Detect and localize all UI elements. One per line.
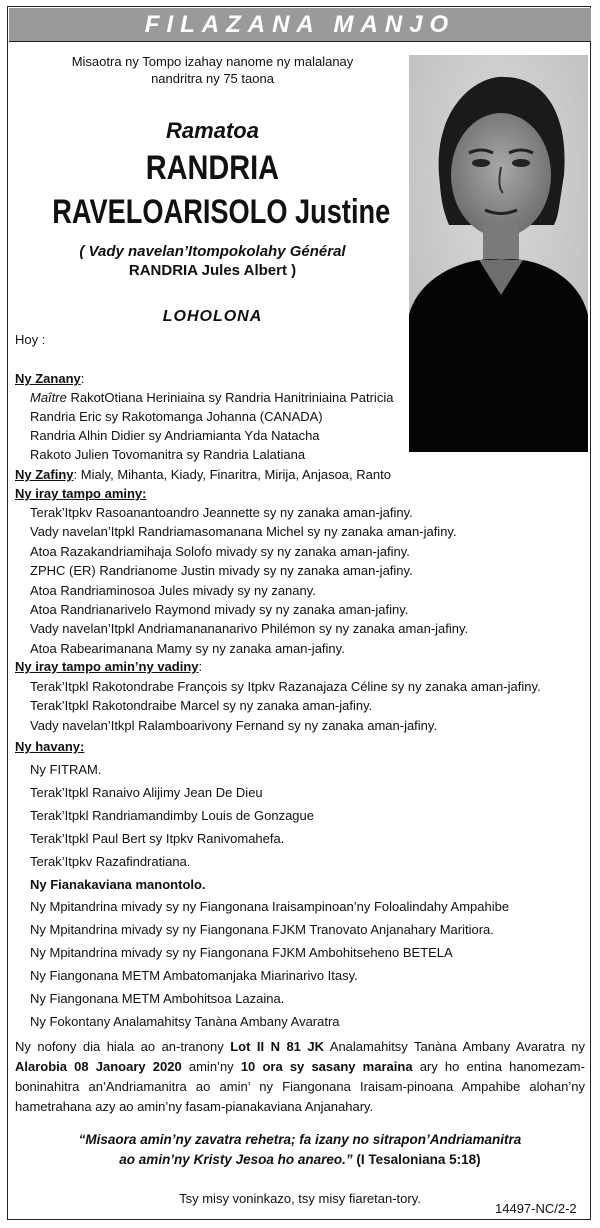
iray-tampo-vadiny-item: Vady navelan’Itkpl Ralamboarivony Fernand sy ny zanaka aman-jafiny. [30, 717, 438, 733]
zanany-item-prefix: Maître [30, 390, 67, 405]
havany-item: Ny FITRAM. [30, 762, 102, 777]
havany-item: Ny Mpitandrina mivady sy ny Fiangonana FJKM Ambohitseheno BETELA [30, 945, 453, 961]
iray-tampo-vadiny-heading [15, 657, 202, 677]
zafiny-text: : Mialy, Mihanta, Kiady, Finaritra, Mirija, Anjasoa, Ranto [73, 467, 391, 482]
zanany-heading-text: Ny Zanany [15, 371, 81, 386]
iray-tampo-vadiny-item: Terak’Itpkl Rakotondrabe François sy Itpkv Razanajaza Céline sy ny zanaka aman-jafiny. [30, 679, 541, 694]
intro-line-1: Misaotra ny Tompo izahay nanome ny malalanay [71, 54, 354, 69]
iray-tampo-item: Vady navelan’Itpkl Randriamasomanana Michel sy ny zanaka aman-jafiny. [30, 524, 457, 540]
havany-item: Terak’Itpkl Paul Bert sy Itpkv Ranivomahefa. [30, 830, 285, 846]
announcement-part-3: amin’ny [181, 1059, 241, 1074]
havany-item: Ny Fianakaviana manontolo. [30, 876, 206, 892]
spouse-line-1: ( Vady navelan’Itompokolahy Général [79, 243, 346, 260]
iray-tampo-heading: Ny iray tampo aminy: [15, 486, 147, 501]
iray-tampo-vadiny-item: Terak’Itpkl Rakotondraibe Marcel sy ny zanaka aman-jafiny. [30, 698, 373, 714]
title-ramatoa: Ramatoa [166, 118, 259, 143]
havany-item: Ny Mpitandrina mivady sy ny Fiangonana FJKM Tranovato Anjanahary Maritiora. [30, 922, 494, 938]
announcement-lot: Lot II N 81 JK [230, 1039, 325, 1054]
surname-text: RANDRIA [145, 149, 280, 187]
footer-note: Tsy misy voninkazo, tsy misy fiaretan-tory. [179, 1191, 421, 1206]
portrait-image [409, 55, 588, 452]
zanany-colon: : [80, 371, 85, 386]
zanany-heading [15, 371, 84, 387]
iray-tampo-item: Atoa Randrianarivelo Raymond mivady sy ny zanaka aman-jafiny. [30, 602, 409, 617]
havany-item: Ny Fokontany Analamahitsy Tanàna Ambany Avaratra [30, 1013, 340, 1029]
loholona: LOHOLONA [162, 308, 263, 325]
surname [20, 148, 405, 188]
announcement-part-4: ary ho entina hanomezam-boninahitra an’Andriamanitra ao amin’ ny Fiangonana Iraisam-pinoana Ampahibe alohan’ny hametrahana azy ao amin’ny fasam-pianakaviana Anjanahary. [15, 1059, 585, 1114]
verse-reference: (I Tesaloniana 5:18) [352, 1152, 481, 1167]
havany-item: Terak’Itpkl Randriamandimby Louis de Gonzague [30, 807, 314, 823]
havany-item: Ny Mpitandrina mivady sy ny Fiangonana Iraisampinoan’ny Foloalindahy Ampahibe [30, 899, 510, 915]
verse-line-2-text: ao amin’ny Kristy Jesoa ho anareo.” [119, 1152, 353, 1167]
zanany-item: Rakoto Julien Tovomanitra sy Randria Lalatiana [30, 447, 306, 462]
announcement-part-2: Analamahitsy Tanàna Ambany Avaratra ny [324, 1039, 586, 1054]
reference-code: 14497-NC/2-2 [495, 1201, 577, 1216]
iray-tampo-item: Terak’Itpkv Rasoanantoandro Jeannette sy ny zanaka aman-jafiny. [30, 505, 413, 520]
zafiny-line [15, 465, 391, 485]
intro-line-2: nandritra ny 75 taona [151, 71, 274, 86]
verse-line-1: “Misaora amin’ny zavatra rehetra; fa izany no sitrapon’Andriamanitra [78, 1132, 522, 1147]
zanany-item: Randria Eric sy Rakotomanga Johanna (CANADA) [30, 409, 323, 424]
zanany-item: Randria Alhin Didier sy Andriamianta Yda Natacha [30, 428, 320, 443]
iray-tampo-item: Atoa Rabearimanana Mamy sy ny zanaka aman-jafiny. [30, 640, 345, 656]
portrait-photo [409, 55, 588, 452]
iray-tampo-vadiny-colon: : [198, 659, 203, 674]
full-name [10, 192, 410, 232]
announcement-paragraph [15, 1037, 585, 1117]
banner-title: FILAZANA MANJO [9, 8, 591, 42]
havany-item: Ny Fiangonana METM Ambatomanjaka Miarinarivo Itasy. [30, 968, 358, 984]
full-name-text: RAVELOARISOLO Justine [52, 193, 391, 231]
announcement-part-1: Ny nofony dia hiala ao an-tranony [15, 1039, 231, 1054]
announcement-date: Alarobia 08 Janoary 2020 [15, 1059, 182, 1074]
zafiny-heading: Ny Zafiny [15, 467, 74, 482]
havany-heading: Ny havany: [15, 739, 85, 754]
iray-tampo-item: ZPHC (ER) Randrianome Justin mivady sy ny zanaka aman-jafiny. [30, 563, 413, 579]
verse-line-2 [10, 1152, 590, 1167]
havany-item: Terak’Itpkl Ranaivo Alijimy Jean De Dieu [30, 784, 263, 800]
iray-tampo-vadiny-heading-text: Ny iray tampo amin’ny vadiny [15, 659, 199, 674]
iray-tampo-item: Atoa Razakandriamihaja Solofo mivady sy ny zanaka aman-jafiny. [30, 543, 410, 559]
hoy-label: Hoy : [15, 332, 46, 347]
zanany-item [30, 388, 393, 408]
havany-item: Terak’Itpkv Razafindratiana. [30, 853, 191, 869]
iray-tampo-item: Atoa Randriaminosoa Jules mivady sy ny zanany. [30, 582, 316, 598]
announcement-time: 10 ora sy sasany maraina [240, 1059, 413, 1074]
spouse-line-2: RANDRIA Jules Albert ) [128, 262, 297, 279]
zanany-item-text: RakotOtiana Heriniaina sy Randria Hanitriniaina Patricia [66, 390, 394, 405]
havany-item: Ny Fiangonana METM Ambohitsoa Lazaina. [30, 991, 285, 1006]
iray-tampo-item: Vady navelan’Itpkl Andriamanananarivo Philémon sy ny zanaka aman-jafiny. [30, 621, 469, 637]
